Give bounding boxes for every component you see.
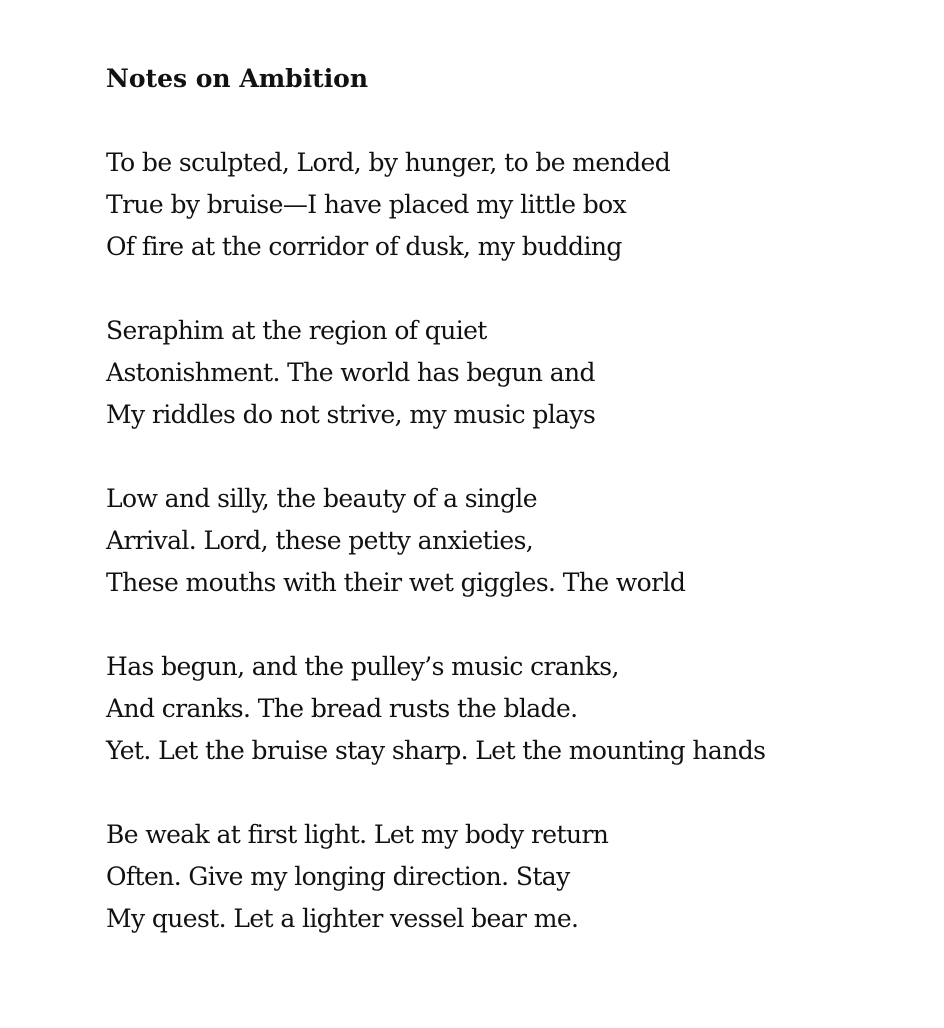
poem-line: True by bruise—I have placed my little box [106, 190, 627, 219]
stanza-4 [106, 646, 926, 772]
poem-line: My riddles do not strive, my music plays [106, 400, 596, 429]
poem-line: These mouths with their wet giggles. The world [106, 568, 686, 597]
poem-title: Notes on Ambition [106, 64, 369, 93]
stanza-5 [106, 814, 926, 940]
poem-line: Seraphim at the region of quiet [106, 316, 487, 345]
poem-line: To be sculpted, Lord, by hunger, to be mended [106, 148, 671, 177]
poem-line: Of fire at the corridor of dusk, my budding [106, 232, 622, 261]
poem-line: Be weak at first light. Let my body return [106, 820, 609, 849]
poem-line: My quest. Let a lighter vessel bear me. [106, 904, 579, 933]
stanza-2 [106, 310, 926, 436]
poem-line: Low and silly, the beauty of a single [106, 484, 537, 513]
poem-line: And cranks. The bread rusts the blade. [106, 694, 578, 723]
poem-document [106, 58, 926, 940]
poem-line: Arrival. Lord, these petty anxieties, [106, 526, 534, 555]
stanza-3 [106, 478, 926, 604]
poem-line: Yet. Let the bruise stay sharp. Let the mounting hands [106, 736, 766, 765]
stanza-1 [106, 142, 926, 268]
poem-line: Often. Give my longing direction. Stay [106, 862, 570, 891]
poem-line: Has begun, and the pulley’s music cranks, [106, 652, 619, 681]
poem-line: Astonishment. The world has begun and [106, 358, 595, 387]
